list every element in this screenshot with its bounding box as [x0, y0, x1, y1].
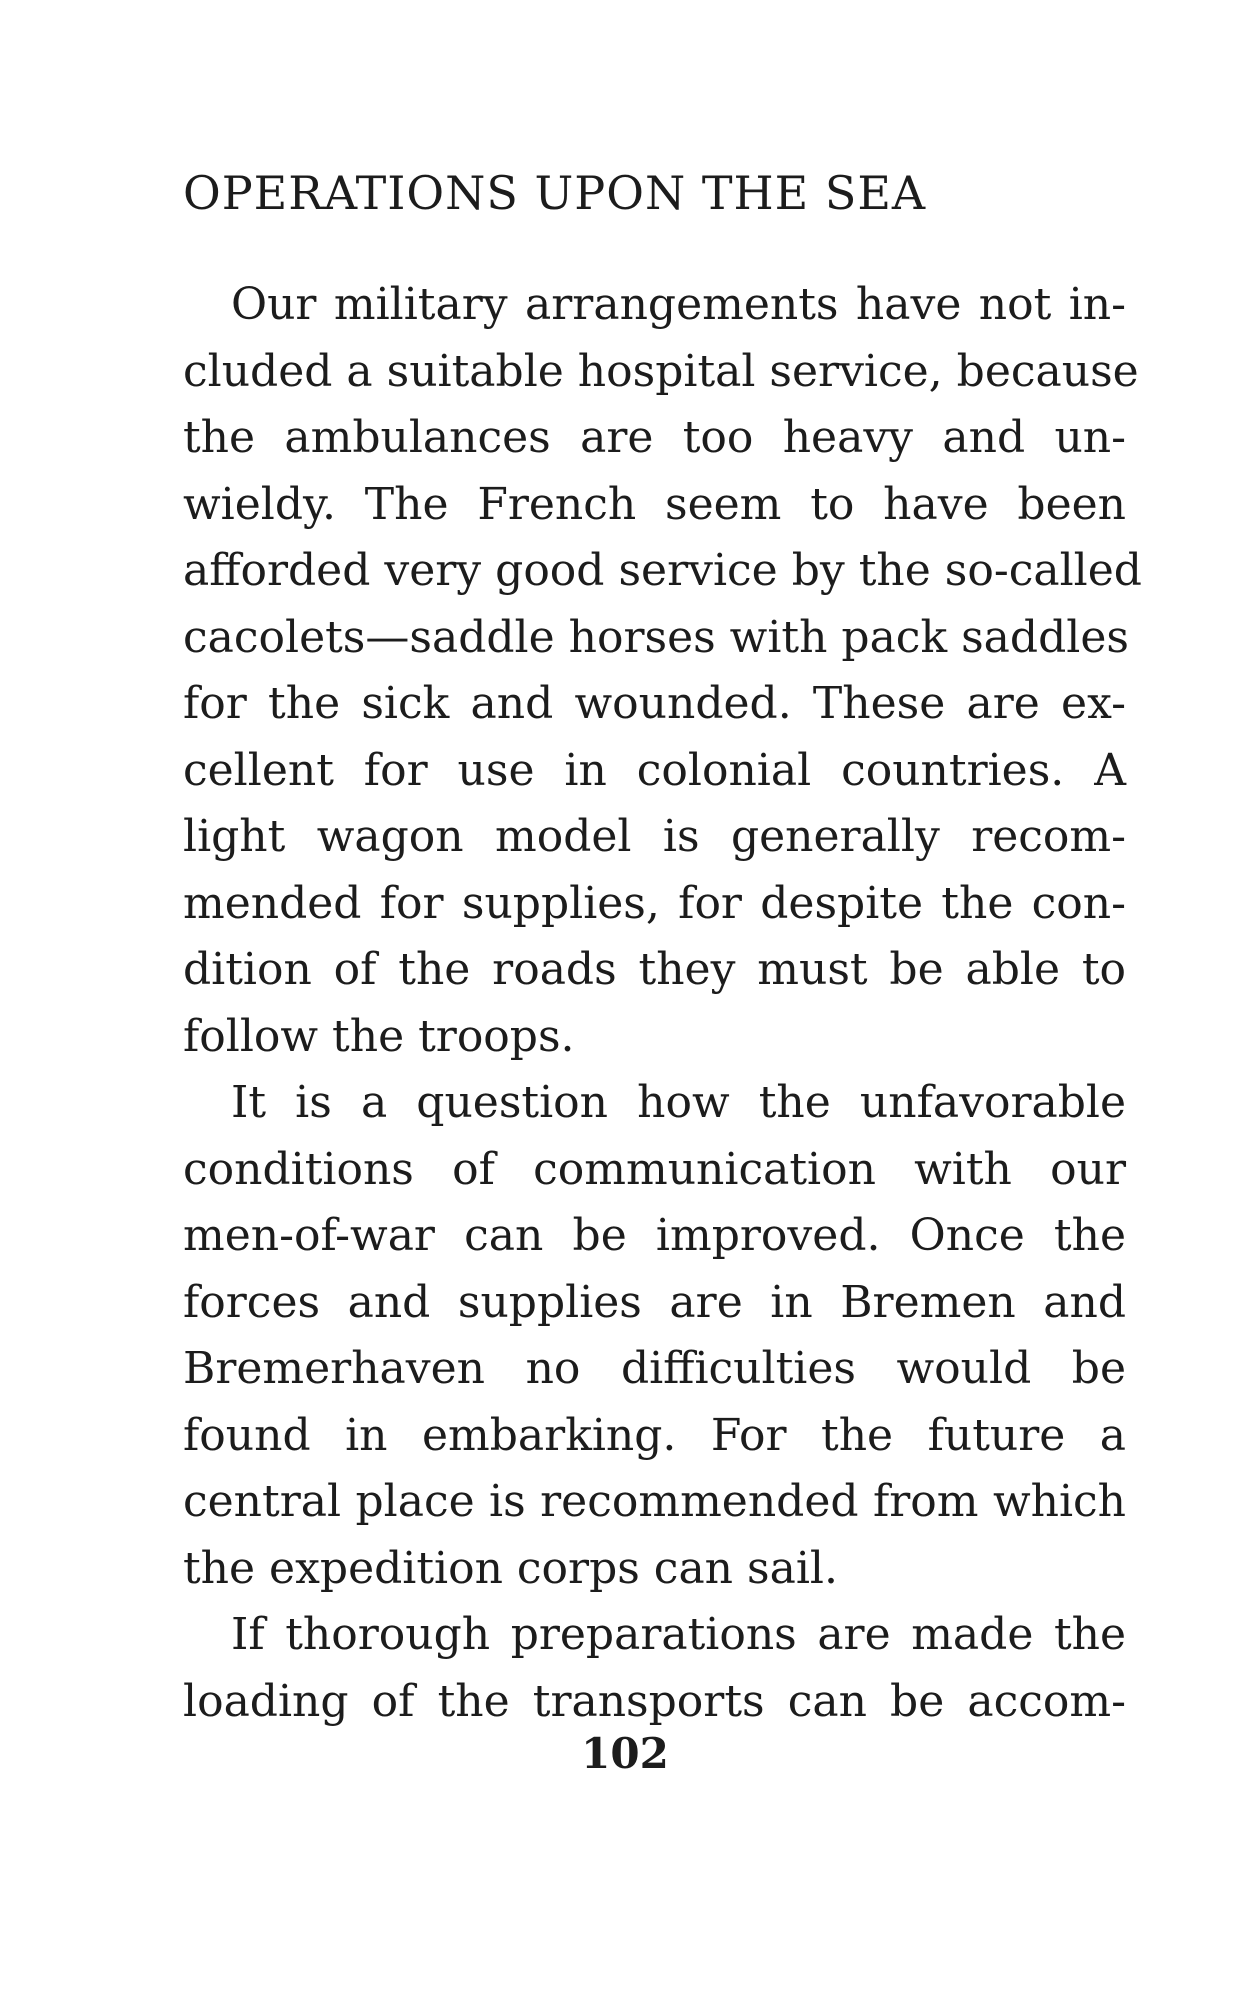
- paragraph-1: [183, 272, 1142, 1070]
- text-line: afforded very good service by the so-called: [183, 545, 1142, 596]
- text-line: Our military arrangements have not in-: [231, 279, 1126, 330]
- body-text: [183, 272, 1142, 1735]
- text-line: men-of-war can be improved. Once the: [183, 1210, 1126, 1261]
- text-line: dition of the roads they must be able to: [183, 944, 1126, 995]
- paragraph-3: [183, 1602, 1126, 1735]
- text-line: wieldy. The French seem to have been: [183, 478, 1126, 530]
- page-number: 102: [581, 1729, 669, 1778]
- text-line: cluded a suitable hospital service, because: [183, 345, 1139, 397]
- text-line: cellent for use in colonial countries. A: [183, 744, 1126, 796]
- text-line: for the sick and wounded. These are ex-: [183, 678, 1126, 729]
- text-line: conditions of communication with our: [183, 1143, 1126, 1195]
- text-line: forces and supplies are in Bremen and: [183, 1276, 1126, 1328]
- text-line: the ambulances are too heavy and un-: [183, 412, 1126, 463]
- text-line: cacolets—saddle horses with pack saddles: [183, 611, 1129, 663]
- text-line: loading of the transports can be accom-: [183, 1675, 1126, 1727]
- text-line: If thorough preparations are made the: [231, 1609, 1126, 1660]
- text-line: mended for supplies, for despite the con-: [183, 877, 1126, 929]
- paragraph-2: [183, 1070, 1126, 1602]
- text-line: the expedition corps can sail.: [183, 1542, 838, 1594]
- text-line: central place is recommended from which: [183, 1476, 1126, 1527]
- running-head: OPERATIONS UPON THE SEA: [183, 166, 927, 220]
- text-line: It is a question how the unfavorable: [231, 1077, 1126, 1128]
- text-line: found in embarking. For the future a: [183, 1409, 1126, 1461]
- text-line: follow the troops.: [183, 1010, 575, 1062]
- text-line: light wagon model is generally recom-: [183, 811, 1126, 862]
- text-line: Bremerhaven no difficulties would be: [183, 1343, 1126, 1394]
